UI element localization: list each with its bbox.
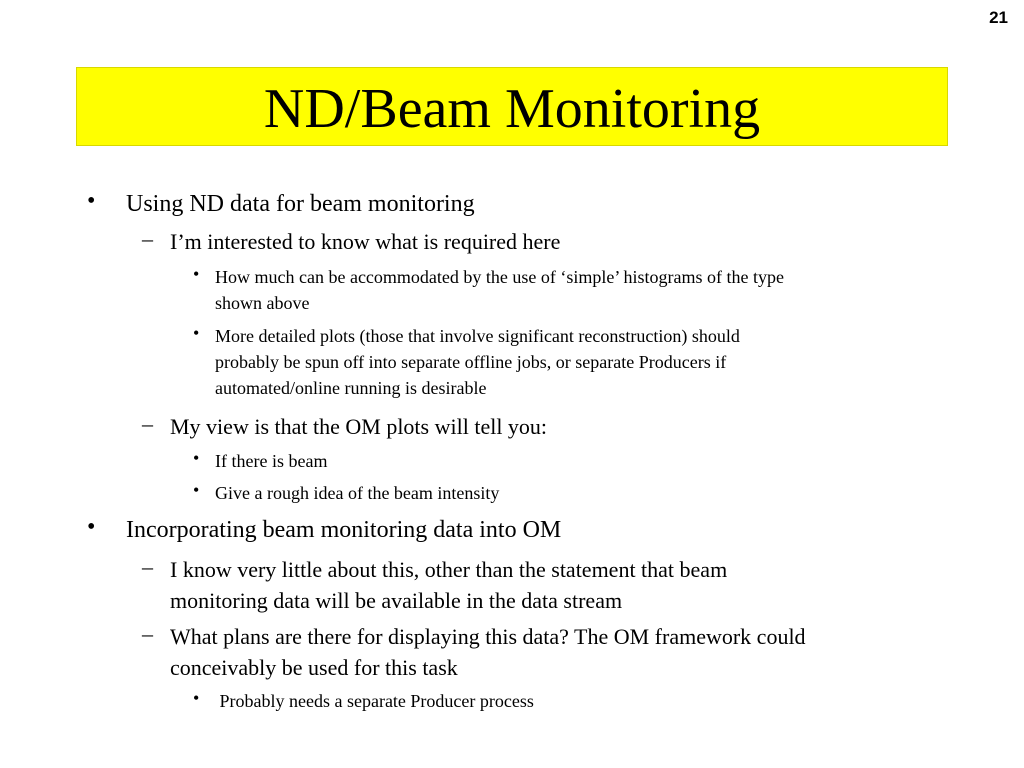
sub-bullet-line: What plans are there for displaying this data? The OM framework could (170, 624, 806, 649)
bullet-marker: • (87, 188, 96, 214)
sub-sub-bullet-line: More detailed plots (those that involve significant reconstruction) should (215, 326, 740, 346)
bullet-marker: • (87, 514, 96, 540)
bullet-marker: • (193, 688, 200, 708)
sub-bullet-line: conceivably be used for this task (170, 655, 458, 680)
sub-sub-bullet-line: shown above (215, 293, 310, 313)
bullet-marker: • (193, 448, 200, 468)
bullet-text: Incorporating beam monitoring data into OM (126, 517, 562, 543)
sub-sub-bullet-text: Give a rough idea of the beam intensity (215, 483, 500, 503)
sub-sub-bullet-line: probably be spun off into separate offline jobs, or separate Producers if (215, 352, 727, 372)
slide-title: ND/Beam Monitoring (263, 77, 761, 140)
dash-marker: – (142, 411, 153, 436)
dash-marker: – (142, 621, 153, 646)
sub-bullet-line: I know very little about this, other than the statement that beam (170, 557, 728, 582)
sub-bullet-line: monitoring data will be available in the data stream (170, 588, 623, 613)
bullet-marker: • (193, 323, 200, 343)
dash-marker: – (142, 226, 153, 251)
bullet-marker: • (193, 480, 200, 500)
sub-sub-bullet-line: automated/online running is desirable (215, 378, 487, 398)
sub-sub-bullet-line: How much can be accommodated by the use of ‘simple’ histograms of the type (215, 267, 785, 287)
sub-bullet-text: I’m interested to know what is required here (170, 229, 561, 254)
dash-marker: – (142, 554, 153, 579)
page-number: 21 (989, 8, 1008, 27)
sub-sub-bullet-text: If there is beam (215, 451, 328, 471)
bullet-text: Using ND data for beam monitoring (126, 191, 475, 217)
sub-sub-bullet-text: Probably needs a separate Producer process (215, 691, 534, 711)
sub-bullet-text: My view is that the OM plots will tell you: (170, 414, 548, 439)
bullet-marker: • (193, 264, 200, 284)
